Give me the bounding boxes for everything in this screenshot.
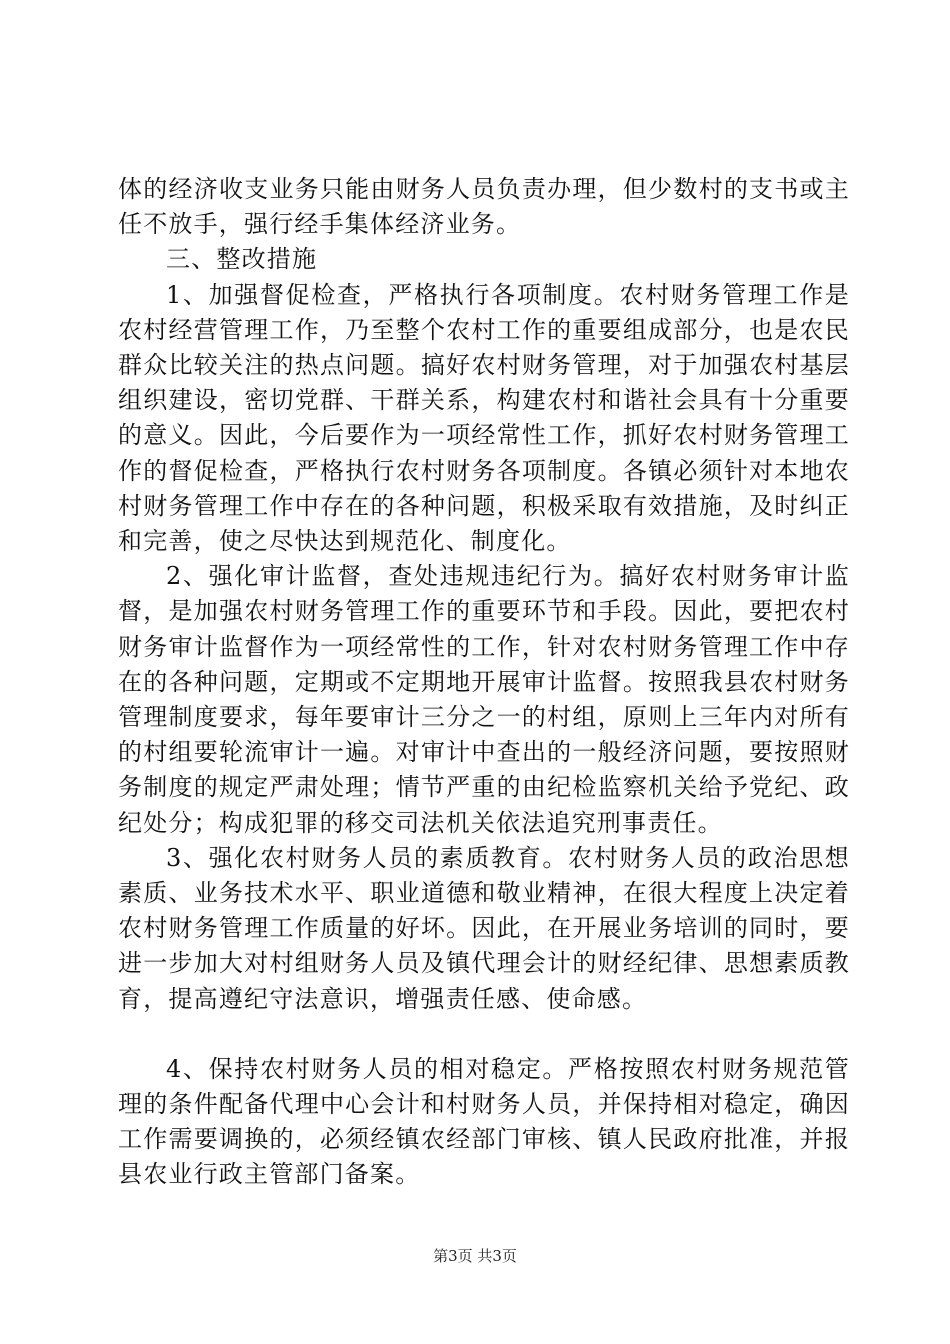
paragraph-measure-1: 1、加强督促检查，严格执行各项制度。农村财务管理工作是农村经营管理工作，乃至整个农村工作的重要组成部分，也是农民群众比较关注的热点问题。搞好农村财务管理，对于加强农村基层组织建设，密切党群、干群关系，构建农村和谐社会具有十分重要的意义。因此，今后要作为一项经常性工作，抓好农村财务管理工作的督促检查，严格执行农村财务各项制度。各镇必须针对本地农村财务管理工作中存在的各种问题，积极采取有效措施，及时纠正和完善，使之尽快达到规范化、制度化。 <box>118 280 850 556</box>
paragraph-continuation: 体的经济收支业务只能由财务人员负责办理，但少数村的支书或主任不放手，强行经手集体经济业务。 <box>118 175 850 239</box>
document-body <box>118 172 850 1193</box>
page-footer: 第3页 共3页 <box>433 1247 517 1265</box>
paragraph-measure-2: 2、强化审计监督，查处违规违纪行为。搞好农村财务审计监督，是加强农村财务管理工作的重要环节和手段。因此，要把农村财务审计监督作为一项经常性的工作，针对农村财务管理工作中存在的各种问题，定期或不定期地开展审计监督。按照我县农村财务管理制度要求，每年要审计三分之一的村组，原则上三年内对所有的村组要轮流审计一遍。对审计中查出的一般经济问题，要按照财务制度的规定严肃处理；情节严重的由纪检监察机关给予党纪、政纪处分；构成犯罪的移交司法机关依法追究刑事责任。 <box>118 562 850 837</box>
section-heading: 三、整改措施 <box>166 245 318 274</box>
paragraph-measure-3: 3、强化农村财务人员的素质教育。农村财务人员的政治思想素质、业务技术水平、职业道德和敬业精神，在很大程度上决定着农村财务管理工作质量的好坏。因此，在开展业务培训的同时，要进一步加大对村组财务人员及镇代理会计的财经纪律、思想素质教育，提高遵纪守法意识，增强责任感、使命感。 <box>118 843 850 1013</box>
paragraph-measure-4: 4、保持农村财务人员的相对稳定。严格按照农村财务规范管理的条件配备代理中心会计和村财务人员，并保持相对稳定，确因工作需要调换的，必须经镇农经部门审核、镇人民政府批准，并报县农业行政主管部门备案。 <box>118 1054 850 1189</box>
